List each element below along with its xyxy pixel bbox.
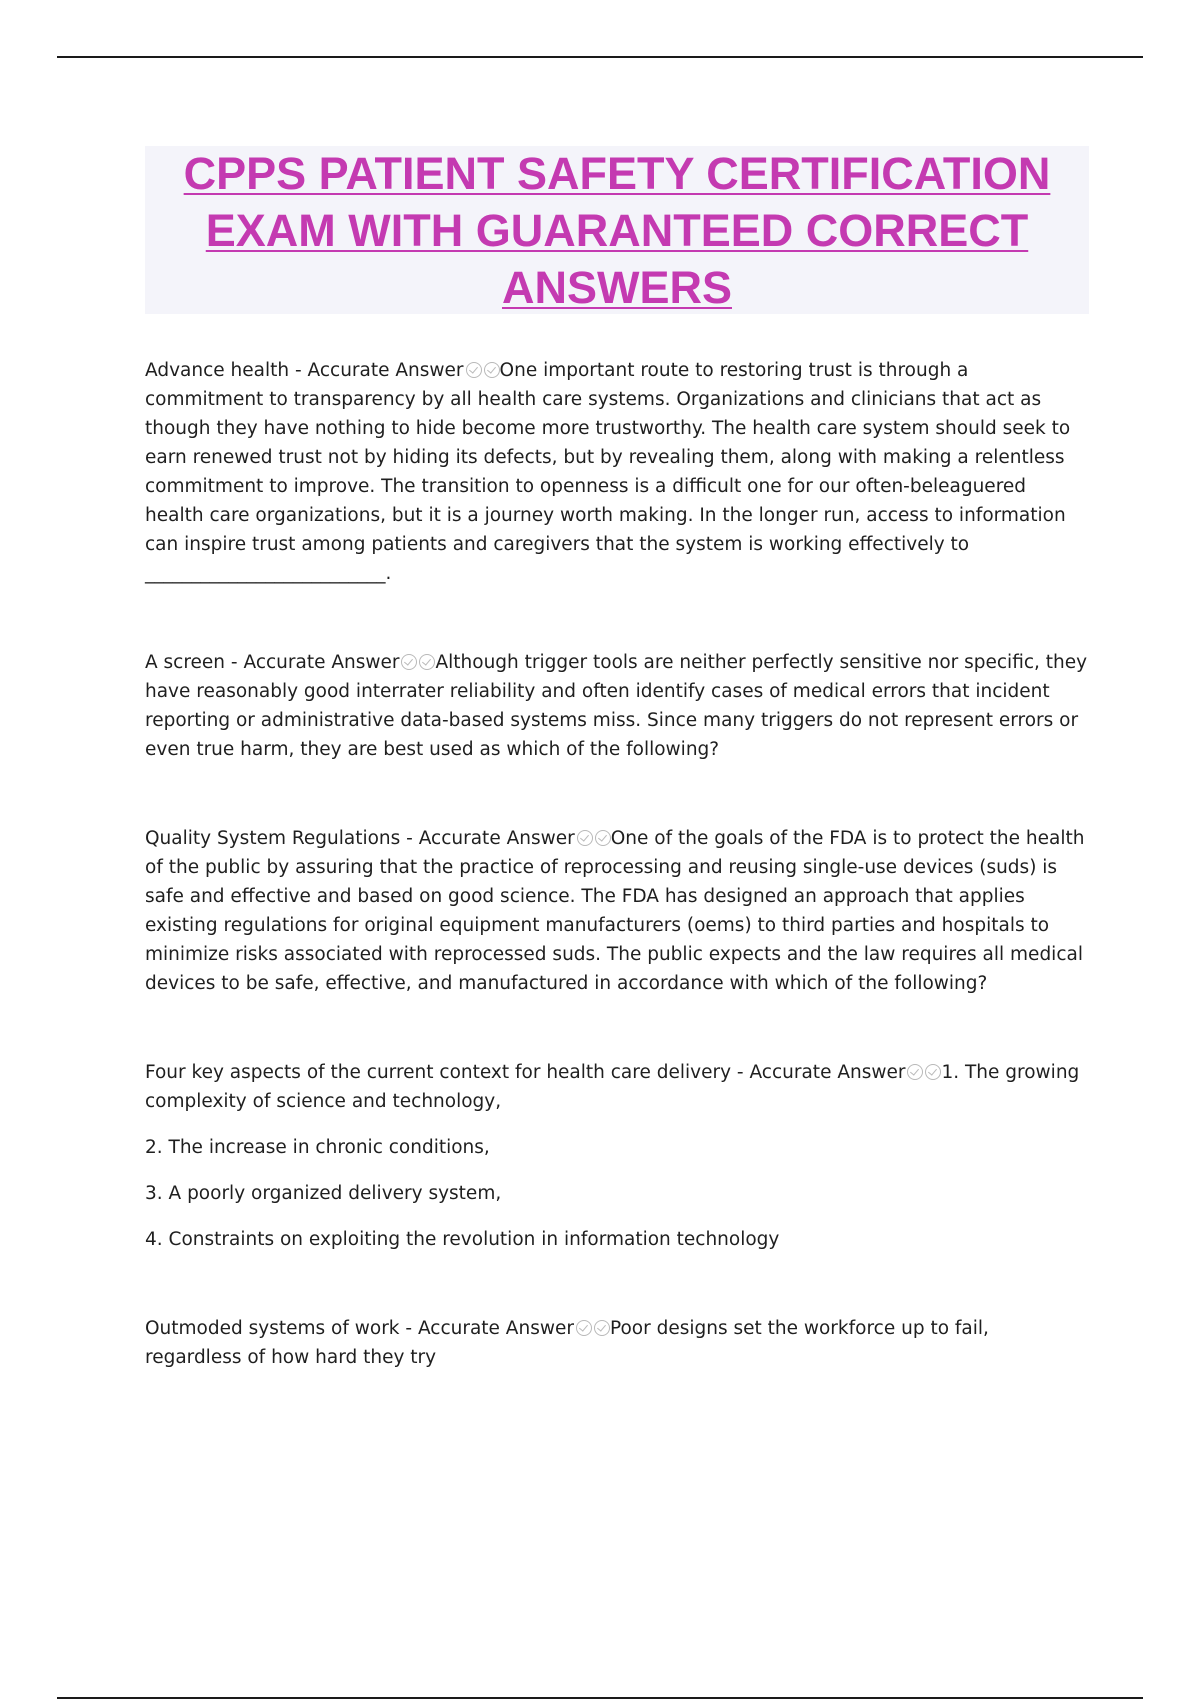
qa-list-line: 3. A poorly organized delivery system, xyxy=(145,1183,502,1204)
checkmark-circle-icon xyxy=(925,1064,941,1080)
qa-answer-text: 1. The growing complexity of science and technology, xyxy=(145,1062,1080,1112)
answer-label: Accurate Answer xyxy=(307,360,464,381)
qa-term: Outmoded systems of work xyxy=(145,1318,400,1339)
answer-label: Accurate Answer xyxy=(243,652,400,673)
qa-item xyxy=(145,824,1089,998)
checkmark-circle-icon xyxy=(595,830,611,846)
answer-label: Accurate Answer xyxy=(417,1318,574,1339)
top-rule xyxy=(57,56,1143,58)
qa-paragraph: A screen - Accurate Answer Although trigger tools are neither perfectly sensitive nor specific, they have reasonably good interrater reliability and often identify cases of medical errors that incident reporting or administrative data-based systems miss. Since many triggers do not represent errors or even true harm, they are best used as which of the following? xyxy=(145,652,1088,760)
qa-answer-text: Poor designs set the workforce up to fail, regardless of how hard they try xyxy=(145,1318,989,1368)
qa-list-line: 2. The increase in chronic conditions, xyxy=(145,1137,490,1158)
checkmark-circle-icon xyxy=(577,830,593,846)
checkmark-circle-icon xyxy=(907,1064,923,1080)
qa-term: A screen xyxy=(145,652,226,673)
checkmark-circle-icon xyxy=(401,654,417,670)
answer-label: Accurate Answer xyxy=(749,1062,906,1083)
document-title: CPPS PATIENT SAFETY CERTIFICATION EXAM WITH GUARANTEED CORRECT ANSWERS xyxy=(183,147,1051,313)
qa-item xyxy=(145,1314,1089,1372)
checkmark-circle-icon xyxy=(594,1320,610,1336)
qa-list xyxy=(145,356,1089,1372)
checkmark-circle-icon xyxy=(419,654,435,670)
checkmark-circle-icon xyxy=(576,1320,592,1336)
qa-term: Quality System Regulations xyxy=(145,828,401,849)
qa-paragraph: Quality System Regulations - Accurate Answer One of the goals of the FDA is to protect the health of the public by assuring that the practice of reprocessing and reusing single-use devices (suds) is safe and effective and based on good science. The FDA has designed an approach that applies existing regulations for original equipment manufacturers (oems) to third parties and hospitals to minimize risks associated with reprocessed suds. The public expects and the law requires all medical devices to be safe, effective, and manufactured in accordance with which of the following? xyxy=(145,828,1085,994)
qa-list-line: 4. Constraints on exploiting the revolution in information technology xyxy=(145,1229,780,1250)
answer-label: Accurate Answer xyxy=(418,828,575,849)
qa-paragraph: Advance health - Accurate Answer One important route to restoring trust is through a commitment to transparency by all health care systems. Organizations and clinicians that act as though they have nothing to hide become more trustworthy. The health care system should seek to earn renewed trust not by hiding its defects, but by revealing them, along with making a relentless commitment to improve. The transition to openness is a difficult one for our often-beleaguered health care organizations, but it is a journey worth making. In the longer run, access to information can inspire trust among patients and caregivers that the system is working effectively to __________________________. xyxy=(145,360,1071,584)
qa-answer-text: One important route to restoring trust is through a commitment to transparency by all health care systems. Organizations and clinicians that act as though they have nothing to hide become more trustworthy. The health care system should seek to earn renewed trust not by hiding its defects, but by revealing them, along with making a relentless commitment to improve. The transition to openness is a difficult one for our often-beleaguered health care organizations, but it is a journey worth making. In the longer run, access to information can inspire trust among patients and caregivers that the system is working effectively to __________________________. xyxy=(145,360,1071,584)
title-banner xyxy=(145,146,1089,314)
qa-answer-text: One of the goals of the FDA is to protect the health of the public by assuring that the practice of reprocessing and reusing single-use devices (suds) is safe and effective and based on good science. The FDA has designed an approach that applies existing regulations for original equipment manufacturers (oems) to third parties and hospitals to minimize risks associated with reprocessed suds. The public expects and the law requires all medical devices to be safe, effective, and manufactured in accordance with which of the following? xyxy=(145,828,1085,994)
qa-item xyxy=(145,648,1089,764)
qa-term: Four key aspects of the current context for health care delivery xyxy=(145,1062,732,1083)
qa-paragraph: Outmoded systems of work - Accurate Answer Poor designs set the workforce up to fail, regardless of how hard they try xyxy=(145,1318,989,1368)
checkmark-circle-icon xyxy=(466,362,482,378)
bottom-rule xyxy=(57,1697,1143,1699)
checkmark-circle-icon xyxy=(484,362,500,378)
qa-item xyxy=(145,356,1089,588)
qa-answer-text: Although trigger tools are neither perfectly sensitive nor specific, they have reasonably good interrater reliability and often identify cases of medical errors that incident reporting or administrative data-based systems miss. Since many triggers do not represent errors or even true harm, they are best used as which of the following? xyxy=(145,652,1088,760)
qa-term: Advance health xyxy=(145,360,290,381)
qa-paragraph: Four key aspects of the current context for health care delivery - Accurate Answer 1. The growing complexity of science and technology, xyxy=(145,1062,1080,1112)
qa-item xyxy=(145,1058,1089,1254)
